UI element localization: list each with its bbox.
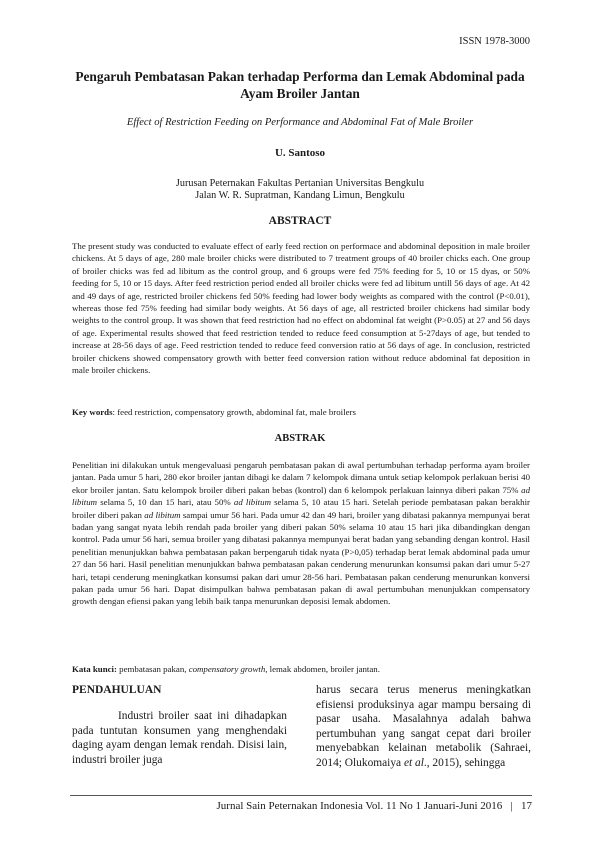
abstrak-segment: sampai umur 56 hari. Pada umur 42 dan 49 hari, broiler yang dibatasi pakannya mempunyai berat badan yang sangat nyata lebih rendah pada broiler yang diberi pakan 50% selama 10 atau 15 hari jika dibandingkan dengan kontrol. Pada umur 56 hari, semua broiler yang dibatasi pakannya mempunyai berat badan yang sebanding dengan kontrol. Hasil penelitian menunjukkan bahwa pembatasan pakan berpengaruh tidak nyata (P>0,05) terhadap berat lemak abdominal pada umur 27 dan 56 hari. Hasil penelitian menunjukkan bahwa pembatasan pakan cenderung menurunkan konsumsi pakan dari umur 5-27 hari, tetapi cenderung meningkatkan konsumsi pakan dari umur 28-56 hari. Pembatasan pakan cenderung menurunkan konversi pakan pada umur 56 hari. Dapat disimpulkan bahwa pembatasan pakan di awal pertumbuhan menunjukkan compensatory growth dengan efiensi pakan yang lebih baik tanpa menurunkan deposisi lemak abdomen.: [72, 509, 530, 607]
abstrak-italic-term: ad libitum: [72, 484, 530, 508]
introduction-right-segment: harus secara terus menerus meningkatkan efisiensi produksinya agar mampu bersaing di pasar usaha. Masalahnya adalah bahwa pertumbuhan yang sangat cepat dari broiler menyebabkan kelainan metabolik (Sahraei, 2014; Olukomaiya: [316, 684, 531, 769]
page-footer: [217, 800, 532, 812]
abstrak-segment: Penelitian ini dilakukan untuk mengevaluasi pengaruh pembatasan pakan di awal pertumbuhan terhadap performa ayam broiler jantan. Pada umur 5 hari, 280 ekor broiler jantan dibagi ke dalam 7 kelompok dimana untuk setiap kelompok perlakuan berisi 40 ekor broiler jantan. Satu kelompok broiler diberi pakan bebas (kontrol) dan 6 kelompok perlakuan lainnya diberi pakan 75%: [72, 460, 530, 495]
kata-kunci-label: Kata kunci:: [72, 664, 117, 674]
paper-title: [60, 68, 540, 102]
introduction-right-segment: ., 2015), sehingga: [423, 756, 506, 769]
introduction-right-column: [316, 683, 531, 771]
abstract-heading: ABSTRACT: [268, 215, 332, 227]
kata-kunci-italic: compensatory growth: [188, 664, 266, 674]
introduction-left-text: Industri broiler saat ini dihadapkan pada tuntutan konsumen yang menghendaki daging ayam dengan lemak rendah. Disisi lain, industri broiler juga: [72, 710, 287, 766]
abstrak-text: [72, 459, 530, 608]
abstrak-segment: selama 5, 10 atau 15 hari. Setelah periode pembatasan pakan berakhir broiler diberi pakan: [72, 497, 530, 520]
abstract-keywords: [72, 407, 530, 417]
affiliation-line-1: Jurusan Peternakan Fakultas Pertanian Universitas Bengkulu: [175, 178, 425, 189]
abstrak-keywords: [72, 664, 530, 674]
keywords-label: Key words: [72, 407, 113, 417]
introduction-left-column: [72, 709, 287, 767]
abstrak-heading: ABSTRAK: [274, 433, 326, 444]
author-affiliation: [60, 178, 540, 203]
affiliation-line-2: Jalan W. R. Supratman, Kandang Limun, Bengkulu: [195, 190, 405, 202]
author-name: U. Santoso: [274, 147, 326, 159]
paper-title-line-1: Pengaruh Pembatasan Pakan terhadap Performa dan Lemak Abdominal pada: [75, 69, 525, 84]
footer-divider: [70, 795, 532, 796]
introduction-heading: PENDAHULUAN: [72, 684, 162, 696]
kata-kunci-segment: pembatasan pakan,: [116, 664, 189, 674]
journal-citation: Jurnal Sain Peternakan Indonesia Vol. 11 No 1 Januari-Juni 2016: [216, 800, 503, 812]
kata-kunci-segment: , lemak abdomen, broiler jantan.: [265, 664, 380, 674]
paper-title-line-2: Ayam Broiler Jantan: [240, 86, 360, 101]
abstrak-italic-term: ad libitum: [144, 509, 181, 520]
issn-label: ISSN 1978-3000: [459, 36, 530, 47]
english-title: Effect of Restriction Feeding on Performance and Abdominal Fat of Male Broiler: [126, 117, 474, 128]
abstract-text: The present study was conducted to evaluate effect of early feed rection on performace and abdominal deposition in male broiler chickens. At 5 days of age, 280 male broiler chicks were distributed to 7 treatment groups of 40 broiler chicks each. One group of broiler chicks was fed ad libitum as the control group, and 6 groups were fed 75% feeding for 5, 10 or 15 dyas, or 50% feeding for 5, 10 or 15 days. After feed restriction period ended all broiler chicks were fed ad libitum untill 56 days of age. At 42 and 49 days of age, restricted broiler chickens fed 50% feeding had lower body weights as compared with the control (P<0.01), whereas those fed 75% feeding had similar body weights. At 56 days of age, all restricted broiler chickens had similar body weights to the control group. It was shown that feed restriction had no effect on abdominal fat weight (P>0.05) at 27 and 56 days of age. Experimental results showed that feed restriction tended to reduce feed consumption at 5-27days of age, but tended to increase at 28-56 days of age. Feed restriction tended to reduce feed conversion ratio at 56 days of age. In conclusion, restricted broiler chickens showed compensatory growth with better feed conversion ration without reduce abdominal fat deposition in male broiler chickens.: [72, 241, 530, 376]
page-number: 17: [521, 800, 532, 812]
footer-separator: |: [510, 800, 513, 812]
abstrak-segment: selama 5, 10 dan 15 hari, atau 50%: [97, 497, 234, 508]
abstrak-italic-term: ad libitum: [233, 497, 271, 508]
keywords-list: : feed restriction, compensatory growth, abdominal fat, male broilers: [112, 407, 356, 417]
citation-et-al: et al: [403, 756, 424, 769]
